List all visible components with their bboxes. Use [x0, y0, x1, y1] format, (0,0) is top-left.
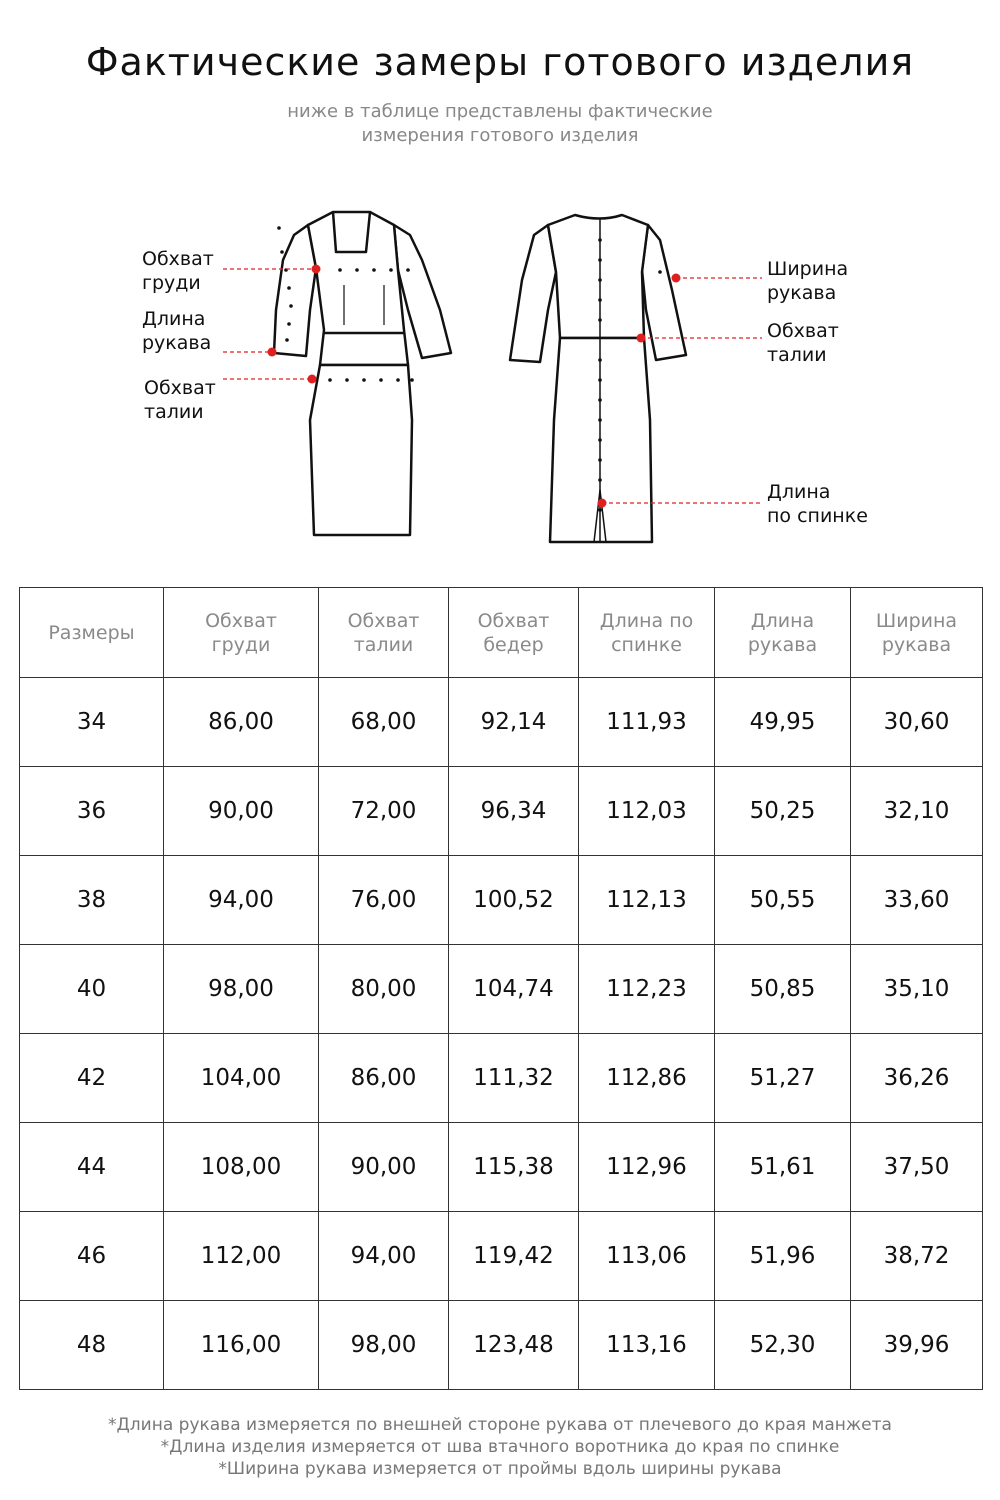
cell-hips: 111,32 — [449, 1034, 579, 1123]
label-chest-girth: Обхват груди — [142, 248, 214, 294]
label-sleeve-length: Длина рукава — [142, 308, 212, 354]
page-title: Фактические замеры готового изделия — [85, 40, 915, 84]
table-row — [20, 1212, 983, 1301]
cell-back-length: 112,86 — [579, 1034, 715, 1123]
table-row — [20, 678, 983, 767]
table-row — [20, 767, 983, 856]
label-back-waist: Обхват талии — [767, 320, 839, 366]
footnote-garment-length: *Длина изделия измеряется от шва втачного воротника до края по спинке — [160, 1437, 840, 1457]
cell-sleeve-width: 38,72 — [851, 1212, 983, 1301]
cell-back-length: 112,03 — [579, 767, 715, 856]
cell-hips: 92,14 — [449, 678, 579, 767]
cell-size: 38 — [20, 856, 164, 945]
cell-sleeve-width: 39,96 — [851, 1301, 983, 1390]
back-sleeve-right — [642, 225, 686, 360]
cell-chest: 112,00 — [164, 1212, 319, 1301]
header-sizes: Размеры — [20, 588, 164, 678]
page-subtitle — [0, 100, 1000, 148]
cell-sleeve-width: 33,60 — [851, 856, 983, 945]
cell-waist: 80,00 — [319, 945, 449, 1034]
front-skirt — [310, 365, 412, 535]
front-bodice — [308, 212, 408, 365]
cell-sleeve-width: 35,10 — [851, 945, 983, 1034]
cell-chest: 94,00 — [164, 856, 319, 945]
cell-size: 44 — [20, 1123, 164, 1212]
footnote-sleeve-length: *Длина рукава измеряется по внешней стороне рукава от плечевого до края манжета — [108, 1415, 892, 1435]
header-sleeve-width: Ширина рукава — [851, 588, 983, 678]
cell-sleeve-width: 30,60 — [851, 678, 983, 767]
cell-hips: 115,38 — [449, 1123, 579, 1212]
footnote-sleeve-width: *Ширина рукава измеряется от проймы вдоль ширины рукава — [218, 1459, 782, 1479]
cell-size: 42 — [20, 1034, 164, 1123]
label-back-length: Длина по спинке — [767, 481, 868, 527]
header-chest-girth: Обхват груди — [164, 588, 319, 678]
back-sleeve-left — [510, 225, 556, 362]
cell-sleeve-length: 51,61 — [715, 1123, 851, 1212]
cell-sleeve-length: 51,27 — [715, 1034, 851, 1123]
table-row — [20, 856, 983, 945]
cell-sleeve-length: 52,30 — [715, 1301, 851, 1390]
cell-hips: 119,42 — [449, 1212, 579, 1301]
cell-sleeve-length: 50,85 — [715, 945, 851, 1034]
cell-size: 40 — [20, 945, 164, 1034]
footnotes — [0, 1414, 1000, 1480]
table-row — [20, 1034, 983, 1123]
cell-back-length: 112,13 — [579, 856, 715, 945]
cell-back-length: 112,23 — [579, 945, 715, 1034]
cell-size: 36 — [20, 767, 164, 856]
cell-waist: 94,00 — [319, 1212, 449, 1301]
cell-waist: 76,00 — [319, 856, 449, 945]
cell-size: 34 — [20, 678, 164, 767]
size-table — [19, 587, 983, 1390]
table-row — [20, 1123, 983, 1212]
cell-hips: 123,48 — [449, 1301, 579, 1390]
subtitle-line-1: ниже в таблице представлены фактические — [287, 101, 713, 122]
cell-size: 48 — [20, 1301, 164, 1390]
cell-sleeve-length: 51,96 — [715, 1212, 851, 1301]
subtitle-line-2: измерения готового изделия — [361, 125, 639, 146]
label-front-waist: Обхват талии — [144, 377, 216, 423]
cell-chest: 98,00 — [164, 945, 319, 1034]
front-sleeve-left — [274, 225, 316, 356]
cell-chest: 90,00 — [164, 767, 319, 856]
cell-hips: 100,52 — [449, 856, 579, 945]
header-waist-girth: Обхват талии — [319, 588, 449, 678]
header-sleeve-length: Длина рукава — [715, 588, 851, 678]
back-bodice — [548, 215, 648, 338]
cell-sleeve-width: 37,50 — [851, 1123, 983, 1212]
cell-size: 46 — [20, 1212, 164, 1301]
cell-chest: 108,00 — [164, 1123, 319, 1212]
back-dress — [510, 215, 686, 542]
table-header-row — [20, 588, 983, 678]
cell-waist: 68,00 — [319, 678, 449, 767]
table-row — [20, 945, 983, 1034]
cell-sleeve-width: 32,10 — [851, 767, 983, 856]
cell-waist: 98,00 — [319, 1301, 449, 1390]
table-row — [20, 1301, 983, 1390]
header-back-length: Длина по спинке — [579, 588, 715, 678]
cell-sleeve-width: 36,26 — [851, 1034, 983, 1123]
cell-chest: 86,00 — [164, 678, 319, 767]
front-dress — [274, 212, 451, 535]
cell-back-length: 112,96 — [579, 1123, 715, 1212]
cell-back-length: 113,06 — [579, 1212, 715, 1301]
cell-hips: 104,74 — [449, 945, 579, 1034]
cell-chest: 104,00 — [164, 1034, 319, 1123]
cell-sleeve-length: 50,25 — [715, 767, 851, 856]
measurement-diagram — [0, 190, 1000, 570]
label-sleeve-width: Ширина рукава — [767, 258, 849, 304]
cell-waist: 86,00 — [319, 1034, 449, 1123]
cell-hips: 96,34 — [449, 767, 579, 856]
cell-back-length: 111,93 — [579, 678, 715, 767]
cell-chest: 116,00 — [164, 1301, 319, 1390]
cell-sleeve-length: 50,55 — [715, 856, 851, 945]
cell-sleeve-length: 49,95 — [715, 678, 851, 767]
cell-back-length: 113,16 — [579, 1301, 715, 1390]
header-hip-girth: Обхват бедер — [449, 588, 579, 678]
cell-waist: 72,00 — [319, 767, 449, 856]
cell-waist: 90,00 — [319, 1123, 449, 1212]
